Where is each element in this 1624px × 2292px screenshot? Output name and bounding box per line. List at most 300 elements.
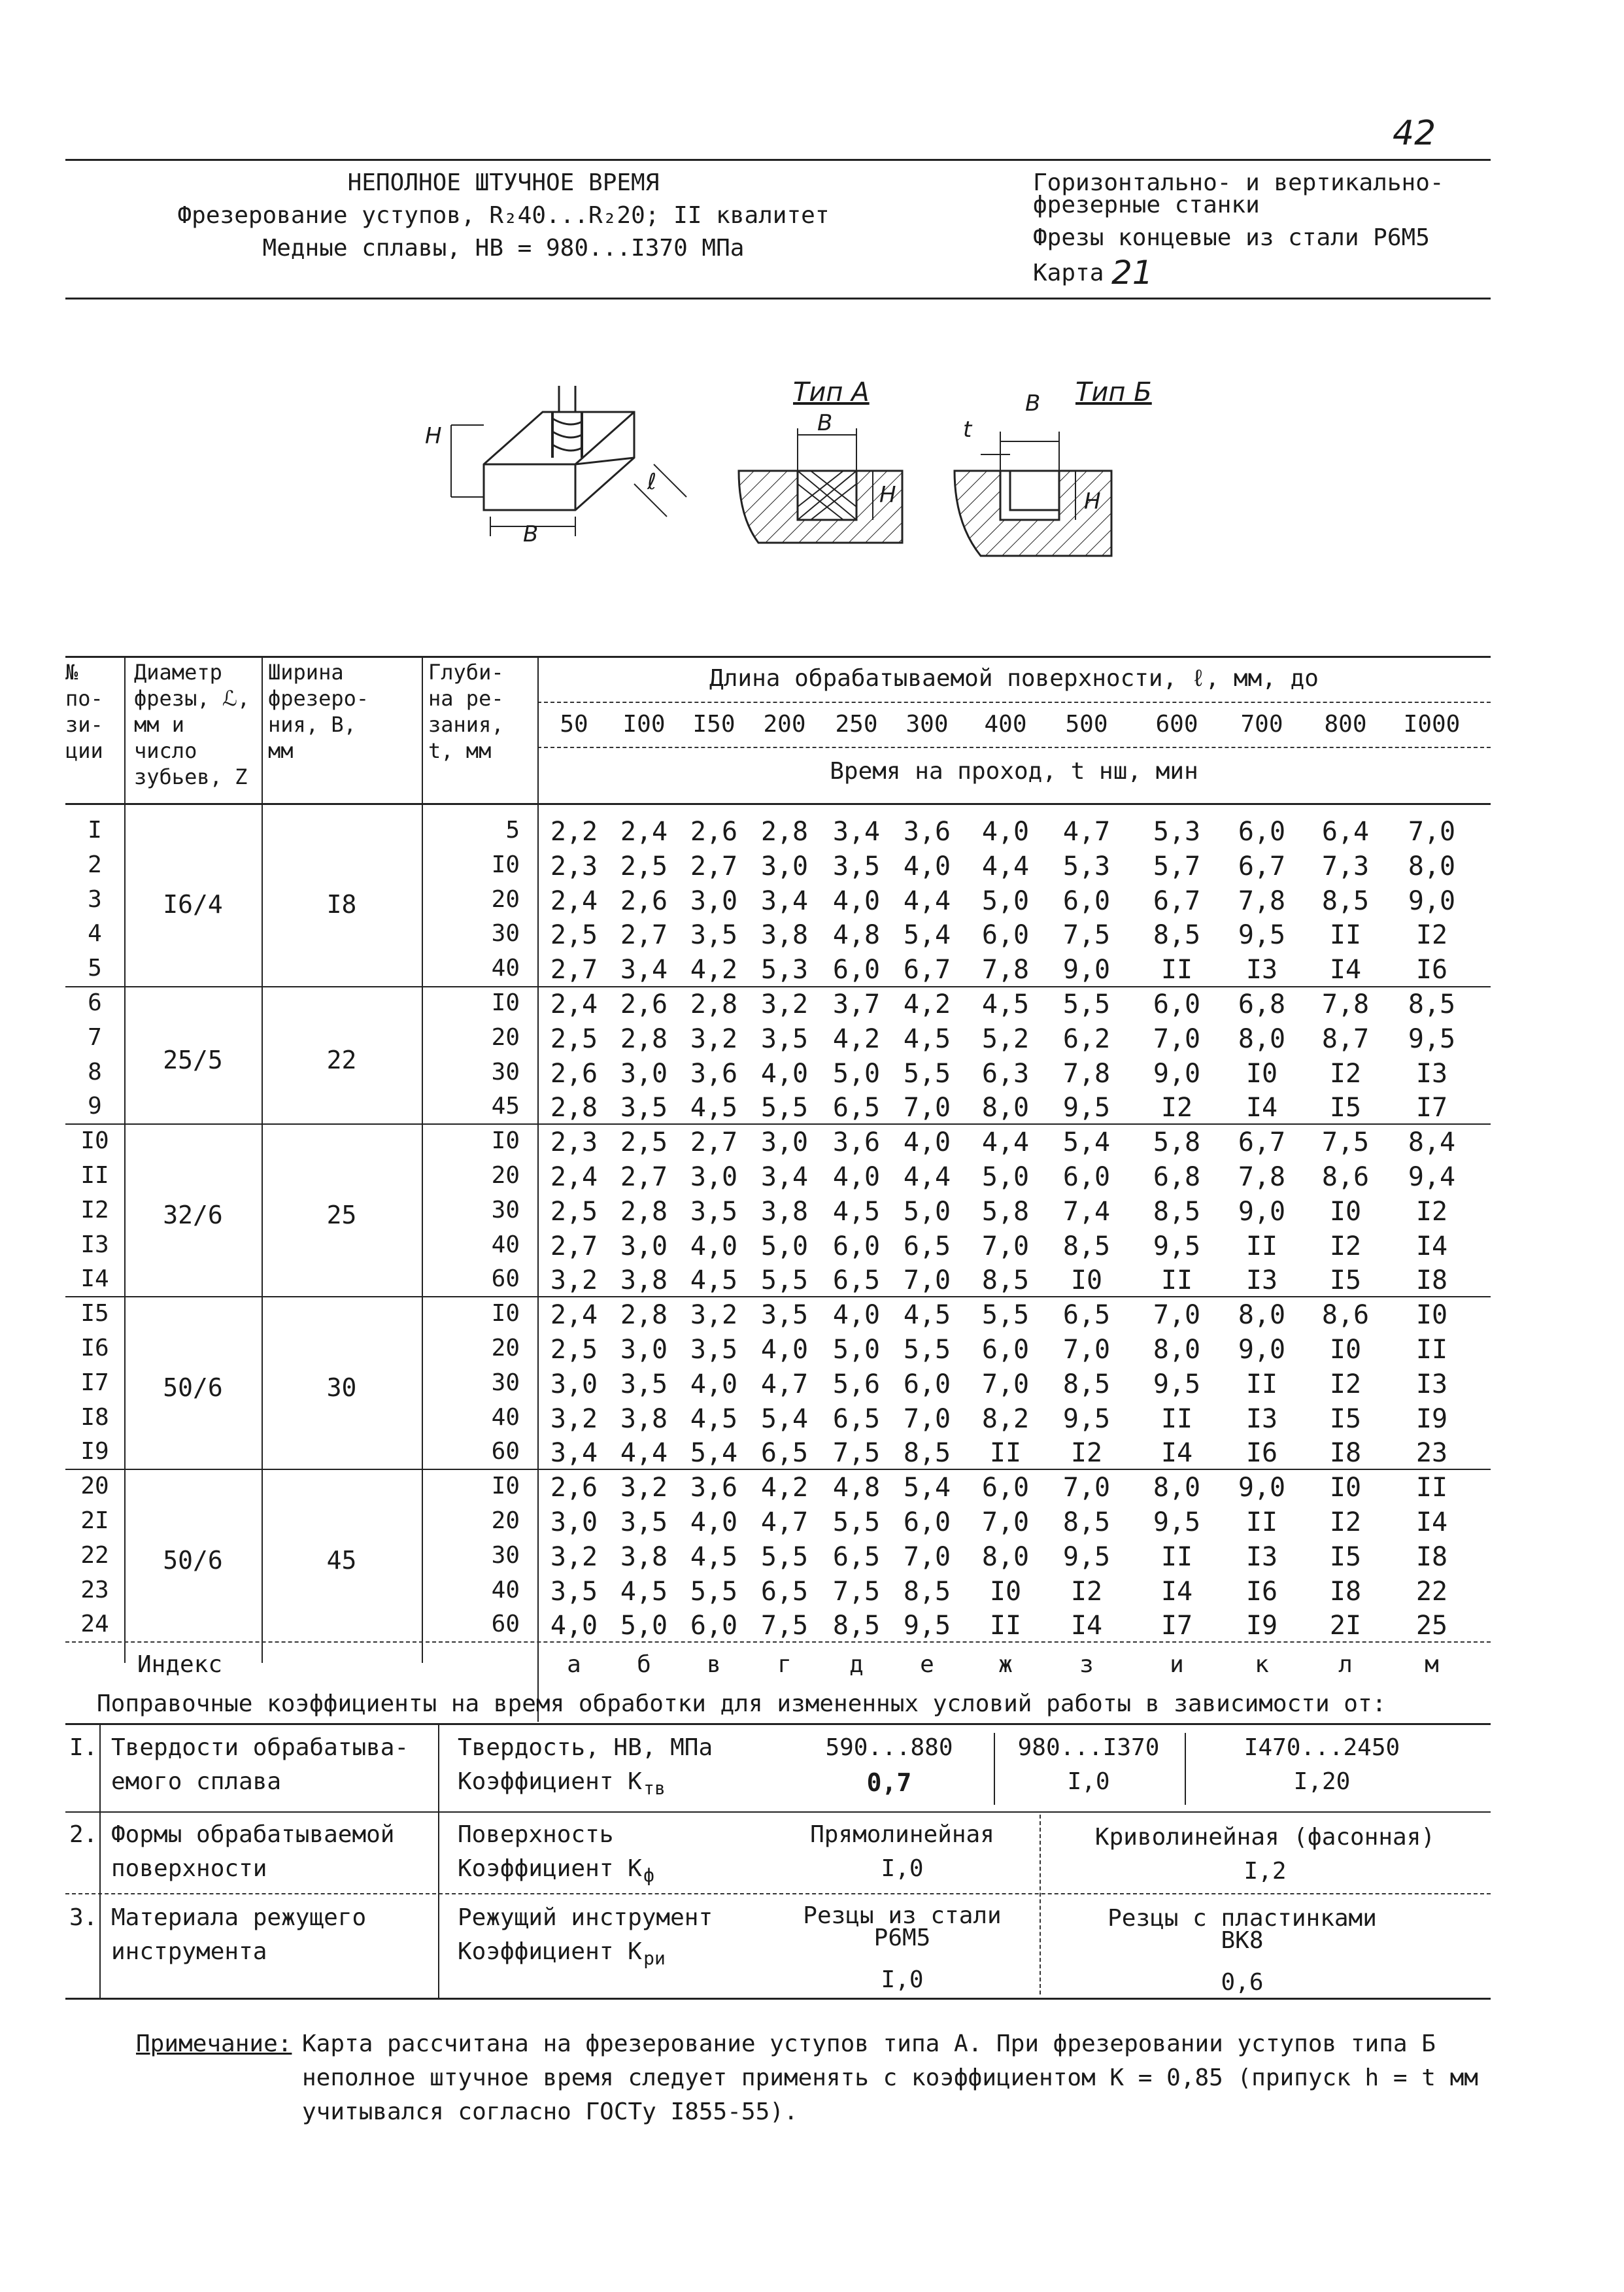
time-value: 4,0	[760, 1058, 809, 1089]
header-top-rule	[65, 159, 1491, 161]
corr-name: поверхности	[111, 1855, 267, 1882]
time-value: 4,0	[690, 1231, 738, 1261]
time-value: 7,8	[1062, 1058, 1111, 1089]
time-value: 6,3	[981, 1058, 1030, 1089]
time-value: 5,4	[690, 1438, 738, 1469]
time-value: 7,0	[1408, 817, 1456, 847]
time-value: 2,5	[550, 1023, 598, 1054]
time-value: 3,8	[620, 1265, 668, 1296]
page-number: 42	[1393, 114, 1436, 153]
time-value: 6,7	[903, 955, 951, 985]
group-width: 45	[326, 1546, 357, 1575]
col-header-line: мм	[268, 738, 294, 763]
time-value: 7,0	[981, 1369, 1030, 1399]
time-value: 7,5	[832, 1576, 881, 1607]
row-position: 20	[80, 1473, 109, 1500]
time-value: 3,0	[620, 1335, 668, 1365]
time-value: I3	[1415, 1369, 1448, 1399]
time-value: I4	[1415, 1507, 1448, 1537]
length-header-0: 50	[560, 711, 588, 738]
header-machine-1: Горизонтально- и вертикально-	[1033, 169, 1444, 196]
time-value: 6,8	[1153, 1162, 1201, 1192]
time-value: 2,7	[550, 1231, 598, 1261]
time-value: 2,2	[550, 817, 598, 847]
row-position: 6	[88, 989, 102, 1016]
time-value: 2,5	[620, 851, 668, 881]
time-value: 8,5	[1153, 1196, 1201, 1227]
time-value: I4	[1415, 1231, 1448, 1261]
time-value: 3,5	[760, 1300, 809, 1331]
col-header-line: Диаметр	[134, 660, 222, 685]
time-value: 3,0	[620, 1058, 668, 1089]
time-value: I0	[1245, 1058, 1278, 1089]
time-value: 3,2	[690, 1300, 738, 1331]
time-value: 4,2	[690, 955, 738, 985]
time-value: 7,5	[832, 1438, 881, 1469]
time-value: 6,0	[1153, 989, 1201, 1019]
time-value: 3,5	[620, 1093, 668, 1123]
time-value: I0	[1329, 1196, 1362, 1227]
time-value: 4,5	[620, 1576, 668, 1607]
length-header-1: I00	[622, 711, 666, 738]
corr-sep-2	[65, 1893, 1491, 1894]
index-letter: к	[1255, 1651, 1269, 1678]
time-value: 3,5	[690, 920, 738, 951]
time-value: 5,5	[690, 1576, 738, 1607]
time-value: 2,3	[550, 851, 598, 881]
time-value: 7,8	[1238, 885, 1286, 916]
time-value: 2,4	[620, 817, 668, 847]
index-letter: а	[567, 1651, 581, 1678]
time-value: 9,5	[1153, 1507, 1201, 1537]
length-header-2: I50	[692, 711, 736, 738]
dim-h-iso: H	[425, 423, 442, 449]
length-header-4: 250	[835, 711, 878, 738]
time-value: 6,4	[1321, 817, 1370, 847]
time-value: II	[1245, 1369, 1278, 1399]
time-value: I0	[989, 1576, 1022, 1607]
time-value: I8	[1329, 1576, 1362, 1607]
time-value: 6,0	[690, 1611, 738, 1641]
time-value: 4,0	[832, 1300, 881, 1331]
row-depth: 30	[491, 1541, 520, 1569]
corr-coef: Коэффициент К	[458, 1938, 642, 1965]
time-value: 7,0	[903, 1403, 951, 1434]
time-value: I0	[1415, 1300, 1448, 1331]
row-depth: I0	[491, 1473, 520, 1500]
time-value: 4,4	[981, 1127, 1030, 1158]
time-value: I4	[1160, 1438, 1193, 1469]
time-value: 2,6	[690, 817, 738, 847]
time-value: 5,0	[620, 1611, 668, 1641]
time-value: 8,0	[981, 1093, 1030, 1123]
group-sep-1	[65, 986, 1491, 987]
time-value: 3,2	[550, 1541, 598, 1572]
time-value: 5,5	[981, 1300, 1030, 1331]
time-value: I2	[1415, 920, 1448, 951]
row-position: 5	[88, 955, 102, 982]
time-value: 8,5	[1062, 1369, 1111, 1399]
row-depth: 60	[491, 1265, 520, 1293]
time-value: 6,5	[832, 1541, 881, 1572]
time-value: 3,0	[550, 1369, 598, 1399]
time-value: 4,5	[981, 989, 1030, 1019]
index-letter: ж	[998, 1651, 1013, 1678]
time-value: 3,7	[832, 989, 881, 1019]
time-value: 23	[1415, 1438, 1448, 1469]
time-value: I2	[1160, 1093, 1193, 1123]
time-value: 7,0	[903, 1541, 951, 1572]
index-letter: м	[1425, 1651, 1439, 1678]
time-value: 2,6	[550, 1473, 598, 1503]
time-value: 7,0	[981, 1231, 1030, 1261]
time-value: 5,5	[903, 1335, 951, 1365]
time-value: 5,4	[903, 1473, 951, 1503]
time-value: I9	[1245, 1611, 1278, 1641]
row-position: I8	[80, 1403, 109, 1431]
time-value: 3,6	[832, 1127, 881, 1158]
col-header-line: t, мм	[428, 738, 492, 763]
row-depth: 40	[491, 1231, 520, 1258]
time-value: 8,0	[1238, 1023, 1286, 1054]
time-value: II	[1160, 1403, 1193, 1434]
time-value: 4,0	[832, 1162, 881, 1192]
time-value: I5	[1329, 1093, 1362, 1123]
time-value: 4,8	[832, 920, 881, 951]
header-card-number: 21	[1111, 254, 1153, 292]
time-value: 6,7	[1153, 885, 1201, 916]
time-value: 4,5	[903, 1300, 951, 1331]
time-value: 2,8	[620, 1196, 668, 1227]
row-position: I0	[80, 1127, 109, 1155]
group-sep-2	[65, 1123, 1491, 1125]
time-value: 3,4	[760, 885, 809, 916]
time-value: 2,7	[690, 1127, 738, 1158]
time-value: 2,5	[550, 920, 598, 951]
time-value: 5,6	[832, 1369, 881, 1399]
time-value: II	[1160, 1541, 1193, 1572]
time-value: 25	[1415, 1611, 1448, 1641]
time-value: 5,4	[760, 1403, 809, 1434]
time-value: 4,0	[832, 885, 881, 916]
time-value: I4	[1160, 1576, 1193, 1607]
group-width: 25	[326, 1201, 357, 1230]
row-position: 22	[80, 1541, 109, 1569]
row-position: I3	[80, 1231, 109, 1258]
dim-b-type-b: B	[1025, 390, 1041, 417]
time-value: 2,8	[550, 1093, 598, 1123]
time-value: 2,7	[620, 920, 668, 951]
dim-b-type-a: B	[817, 410, 833, 436]
time-value: 5,5	[1062, 989, 1111, 1019]
time-value: 2,5	[550, 1196, 598, 1227]
row-position: 23	[80, 1576, 109, 1603]
time-value: 6,0	[1062, 1162, 1111, 1192]
time-value: 3,2	[620, 1473, 668, 1503]
length-header-9: 700	[1240, 711, 1283, 738]
time-value: 8,0	[1153, 1473, 1201, 1503]
time-value: 4,4	[903, 885, 951, 916]
time-value: 3,5	[760, 1023, 809, 1054]
time-value: 6,5	[832, 1265, 881, 1296]
time-value: 3,0	[690, 885, 738, 916]
time-value: 3,4	[620, 955, 668, 985]
time-value: 5,3	[1153, 817, 1201, 847]
time-value: 8,5	[981, 1265, 1030, 1296]
index-letter: б	[637, 1651, 651, 1678]
time-value: 8,2	[981, 1403, 1030, 1434]
time-value: 6,0	[903, 1507, 951, 1537]
header-tool: Фрезы концевые из стали Р6М5	[1033, 224, 1430, 251]
time-value: 3,5	[620, 1369, 668, 1399]
time-value: 4,4	[903, 1162, 951, 1192]
time-value: 6,5	[832, 1093, 881, 1123]
row-position: 7	[88, 1023, 102, 1051]
time-value: 4,5	[690, 1265, 738, 1296]
time-value: 4,0	[760, 1335, 809, 1365]
time-value: 7,5	[1062, 920, 1111, 951]
index-letter: з	[1079, 1651, 1094, 1678]
time-value: I0	[1070, 1265, 1103, 1296]
time-value: I5	[1329, 1265, 1362, 1296]
time-value: 7,0	[1062, 1473, 1111, 1503]
time-value: 5,5	[760, 1265, 809, 1296]
corrections-title: Поправочные коэффициенты на время обработки для измененных условий работы в зависимости от:	[97, 1690, 1387, 1717]
time-value: 8,5	[903, 1576, 951, 1607]
time-value: I3	[1245, 1403, 1278, 1434]
time-value: 4,0	[690, 1369, 738, 1399]
time-value: 9,0	[1238, 1473, 1286, 1503]
corr-top-rule	[65, 1723, 1491, 1725]
row-depth: 60	[491, 1611, 520, 1638]
dim-h-type-a: H	[879, 482, 896, 508]
time-value: 4,0	[981, 817, 1030, 847]
col-header-line: на ре-	[428, 686, 504, 711]
time-value: 4,0	[903, 851, 951, 881]
time-value: 4,0	[550, 1611, 598, 1641]
row-depth: 20	[491, 1023, 520, 1051]
time-value: 3,6	[903, 817, 951, 847]
time-value: 3,2	[550, 1265, 598, 1296]
index-letter: г	[777, 1651, 792, 1678]
time-value: 22	[1415, 1576, 1448, 1607]
time-value: 6,5	[1062, 1300, 1111, 1331]
time-value: 4,2	[832, 1023, 881, 1054]
col-header-line: Ширина	[268, 660, 344, 685]
col-header-line: ции	[65, 738, 103, 763]
corr-num: 2.	[69, 1821, 98, 1848]
surface-straight: Прямолинейная	[810, 1821, 994, 1848]
time-value: I3	[1245, 1541, 1278, 1572]
time-value: 8,5	[903, 1438, 951, 1469]
time-value: 9,4	[1408, 1162, 1456, 1192]
time-value: 6,0	[981, 1335, 1030, 1365]
time-value: 8,0	[1238, 1300, 1286, 1331]
time-value: 7,8	[981, 955, 1030, 985]
header-machine-2: фрезерные станки	[1033, 192, 1260, 218]
time-value: 2,4	[550, 885, 598, 916]
time-value: 6,5	[832, 1403, 881, 1434]
time-value: 5,0	[981, 885, 1030, 916]
time-value: 2,7	[620, 1162, 668, 1192]
time-value: 3,8	[760, 1196, 809, 1227]
time-value: 3,5	[832, 851, 881, 881]
col-header-line: число	[134, 738, 197, 763]
time-value: I2	[1070, 1438, 1103, 1469]
time-value: 8,7	[1321, 1023, 1370, 1054]
time-value: 8,6	[1321, 1162, 1370, 1192]
time-value: II	[1415, 1473, 1448, 1503]
group-sep-3	[65, 1296, 1491, 1297]
tool-hss: Резцы из стали	[803, 1902, 1002, 1929]
time-value: 4,5	[690, 1403, 738, 1434]
time-value: I3	[1245, 1265, 1278, 1296]
row-depth: 30	[491, 1369, 520, 1396]
time-value: 4,4	[620, 1438, 668, 1469]
time-value: 9,5	[1238, 920, 1286, 951]
table-header-bottom-rule	[65, 803, 1491, 805]
row-position: I6	[80, 1335, 109, 1361]
time-value: 5,5	[760, 1093, 809, 1123]
time-value: 3,2	[690, 1023, 738, 1054]
time-value: 9,5	[1062, 1541, 1111, 1572]
group-width: I8	[326, 890, 357, 919]
time-value: 3,6	[690, 1058, 738, 1089]
time-value: 2,6	[620, 885, 668, 916]
row-depth: 40	[491, 1403, 520, 1431]
time-value: 4,5	[690, 1093, 738, 1123]
time-value: 2,7	[690, 851, 738, 881]
time-value: 6,0	[981, 920, 1030, 951]
index-letter: д	[849, 1651, 864, 1678]
time-value: 3,0	[690, 1162, 738, 1192]
time-value: 4,0	[690, 1507, 738, 1537]
row-depth: 5	[505, 817, 520, 844]
time-value: 4,2	[903, 989, 951, 1019]
corr-num: 3.	[69, 1904, 98, 1931]
dim-t-type-b: t	[963, 417, 972, 443]
time-value: 9,0	[1062, 955, 1111, 985]
time-value: 9,0	[1238, 1196, 1286, 1227]
time-value: 8,5	[1153, 920, 1201, 951]
time-value: 8,5	[1408, 989, 1456, 1019]
time-value: 6,0	[832, 1231, 881, 1261]
type-b-label: Тип Б	[1075, 377, 1152, 407]
row-position: I9	[80, 1438, 109, 1465]
corr-name: емого сплава	[111, 1768, 282, 1795]
corr-coef: Коэффициент К	[458, 1855, 642, 1882]
time-value: I8	[1415, 1265, 1448, 1296]
time-value: 2,8	[690, 989, 738, 1019]
corr-param: Режущий инструмент	[458, 1904, 713, 1931]
time-value: 3,8	[620, 1403, 668, 1434]
time-value: 5,0	[832, 1058, 881, 1089]
length-header-6: 400	[984, 711, 1027, 738]
time-value: I6	[1245, 1576, 1278, 1607]
time-value: 2,8	[620, 1300, 668, 1331]
time-value: 2,8	[620, 1023, 668, 1054]
time-value: 4,2	[760, 1473, 809, 1503]
time-value: 5,3	[760, 955, 809, 985]
row-depth: 20	[491, 1335, 520, 1361]
hardness-coef-1: 0,7	[866, 1768, 912, 1797]
col-line-1	[124, 656, 126, 1663]
time-value: 3,5	[690, 1335, 738, 1365]
header-card-label: Карта	[1033, 260, 1104, 286]
time-value: 7,0	[1153, 1300, 1201, 1331]
time-value: 6,0	[1238, 817, 1286, 847]
time-value: 5,5	[760, 1541, 809, 1572]
time-value: 5,2	[981, 1023, 1030, 1054]
tool-carbide: Резцы с пластинками	[1108, 1905, 1377, 1932]
row-position: I5	[80, 1300, 109, 1327]
row-depth: 20	[491, 1162, 520, 1189]
time-value: 9,5	[1153, 1231, 1201, 1261]
group-diameter: 50/6	[163, 1546, 223, 1575]
time-value: 7,5	[1321, 1127, 1370, 1158]
time-value: II	[989, 1438, 1022, 1469]
col-header-line: №	[65, 660, 78, 685]
dim-b-iso: B	[523, 521, 539, 547]
time-value: I2	[1070, 1576, 1103, 1607]
row-depth: I0	[491, 989, 520, 1016]
length-header-3: 200	[763, 711, 806, 738]
time-value: 8,5	[1321, 885, 1370, 916]
time-value: II	[1245, 1507, 1278, 1537]
surface-curved: Криволинейная (фасонная)	[1094, 1824, 1436, 1851]
row-depth: 30	[491, 1196, 520, 1223]
row-depth: 40	[491, 955, 520, 982]
time-value: I2	[1329, 1058, 1362, 1089]
header-operation: Фрезерование уступов, R₂40...R₂20; II квалитет	[177, 202, 830, 229]
time-value: 8,5	[1062, 1507, 1111, 1537]
length-header-7: 500	[1065, 711, 1108, 738]
time-value: 7,0	[903, 1265, 951, 1296]
time-value: 3,4	[760, 1162, 809, 1192]
time-value: 3,0	[620, 1231, 668, 1261]
time-value: 9,0	[1153, 1058, 1201, 1089]
length-header-8: 600	[1155, 711, 1198, 738]
row-position: 24	[80, 1611, 109, 1638]
time-value: 3,0	[550, 1507, 598, 1537]
time-value: II	[989, 1611, 1022, 1641]
time-value: 6,5	[760, 1576, 809, 1607]
corr-param: Твердость, НВ, МПа	[458, 1734, 713, 1761]
dim-h-type-b: H	[1084, 488, 1101, 515]
time-value: I5	[1329, 1403, 1362, 1434]
time-value: 9,5	[1408, 1023, 1456, 1054]
corr-col-1	[99, 1723, 101, 1998]
row-depth: I0	[491, 1127, 520, 1155]
header-material: Медные сплавы, НВ = 980...I370 МПа	[262, 235, 745, 262]
time-value: 3,0	[760, 851, 809, 881]
index-letter: е	[920, 1651, 934, 1678]
time-value: 3,5	[620, 1507, 668, 1537]
time-value: 8,0	[1408, 851, 1456, 881]
row-depth: 40	[491, 1576, 520, 1603]
time-value: 2,4	[550, 1300, 598, 1331]
time-value: I2	[1329, 1369, 1362, 1399]
index-sep	[65, 1641, 1491, 1643]
time-value: 3,8	[620, 1541, 668, 1572]
row-depth: 30	[491, 920, 520, 948]
surface-straight-coef: I,0	[881, 1855, 924, 1882]
col-header-line: по-	[65, 686, 103, 711]
time-value: 5,0	[832, 1335, 881, 1365]
col-header-line: зи-	[65, 712, 103, 737]
corr-name: инструмента	[111, 1938, 267, 1965]
surface-curved-coef: I,2	[1243, 1858, 1287, 1885]
